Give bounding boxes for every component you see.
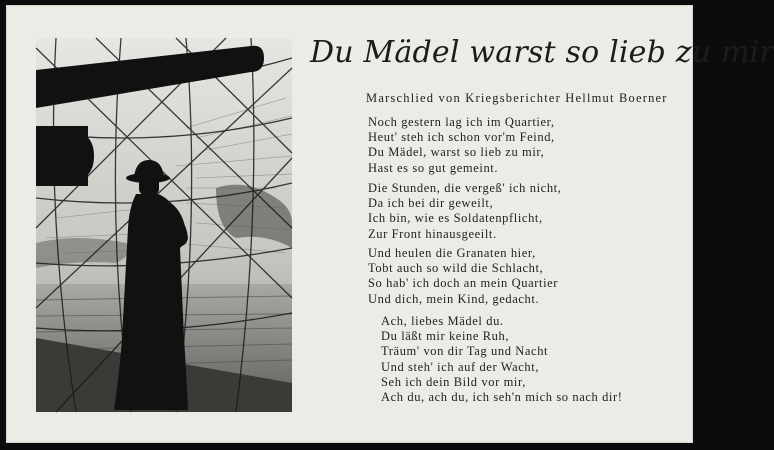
lyric-line: Träum' von dir Tag und Nacht <box>381 344 549 359</box>
postcard <box>6 5 774 443</box>
lyric-line: So hab' ich doch an mein Quartier <box>368 276 559 291</box>
lyric-line: Du Mädel, warst so lieb zu mir, <box>368 145 545 160</box>
lyric-line: Die Stunden, die vergeß' ich nicht, <box>368 181 562 195</box>
stanza-1 <box>368 115 555 176</box>
refrain <box>381 314 623 405</box>
lyric-line: Seh ich dein Bild vor mir, <box>381 374 526 389</box>
lyric-line: Heut' steh ich schon vor'm Feind, <box>368 130 555 145</box>
lyric-line: Du läßt mir keine Ruh, <box>381 329 510 344</box>
lyric-line: Noch gestern lag ich im Quartier, <box>368 115 555 129</box>
lyric-line: Ach, liebes Mädel du. <box>381 314 504 328</box>
lyric-line: Zur Front hinausgeeilt. <box>368 226 497 241</box>
lyric-line: Ach du, ach du, ich seh'n mich so nach dir! <box>381 389 623 404</box>
lyric-line: Da ich bei dir geweilt, <box>368 196 494 211</box>
illustration-panel <box>36 38 292 412</box>
song-title: Du Mädel warst so lieb zu mir <box>310 35 774 70</box>
lyric-line: Hast es so gut gemeint. <box>368 160 499 175</box>
lyric-line: Tobt auch so wild die Schlacht, <box>368 261 544 276</box>
lyric-line: Und steh' ich auf der Wacht, <box>381 359 540 374</box>
stanza-3 <box>368 246 558 307</box>
song-subtitle: Marschlied von Kriegsberichter Hellmut Boerner <box>366 91 668 105</box>
lyric-line: Und dich, mein Kind, gedacht. <box>368 291 540 306</box>
lyric-line: Und heulen die Granaten hier, <box>368 246 536 260</box>
soldier-silhouette-icon <box>36 38 292 412</box>
lyric-line: Ich bin, wie es Soldatenpflicht, <box>368 211 543 226</box>
stanza-2 <box>368 181 561 242</box>
